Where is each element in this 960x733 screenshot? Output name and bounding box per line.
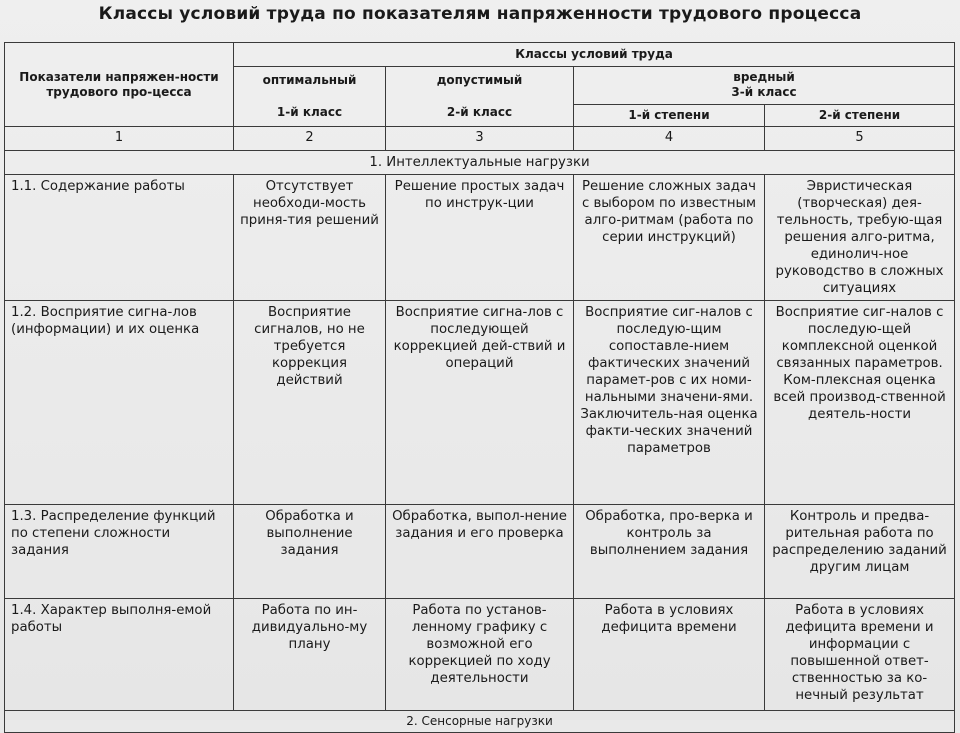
column-number: 1 — [5, 127, 234, 151]
cell-harmful-1: Обработка, про-верка и контроль за выполнением задания — [574, 504, 765, 598]
cell-harmful-2: Эвристическая (творческая) дея-тельность, требую-щая решения алго-ритма, единолич-ное руководство в сложных ситуациях — [765, 174, 955, 300]
column-numbers-row — [5, 127, 955, 151]
indicator-name: 1.1. Содержание работы — [5, 174, 234, 300]
column-number: 3 — [386, 127, 574, 151]
table-row — [5, 598, 955, 710]
table-row — [5, 300, 955, 504]
cell-harmful-1: Решение сложных задач с выбором по известным алго-ритмам (работа по серии инструкций) — [574, 174, 765, 300]
header-harmful — [574, 67, 955, 105]
cell-optimal: Восприятие сигналов, но не требуется коррекция действий — [234, 300, 386, 504]
section-title: 1. Интеллектуальные нагрузки — [5, 150, 955, 174]
header-harmful-label: вредный — [733, 70, 795, 84]
table-row — [5, 504, 955, 598]
page-title: Классы условий труда по показателям напряженности трудового процесса — [98, 4, 862, 24]
cell-harmful-2: Работа в условиях дефицита времени и информации с повышенной ответ-ственностью за ко-нечный результат — [765, 598, 955, 710]
header-classes: Классы условий труда — [234, 43, 955, 67]
header-class2: 2-й класс — [446, 104, 513, 119]
cell-harmful-1: Восприятие сиг-налов с последую-щим сопоставле-нием фактических значений парамет-ров с их номи-нальными значени-ями. Заключитель-ная оценка факти-ческих значений параметров — [574, 300, 765, 504]
labor-classes-table — [4, 42, 955, 733]
cell-acceptable: Решение простых задач по инструк-ции — [386, 174, 574, 300]
section-row — [5, 710, 955, 732]
table-row — [5, 174, 955, 300]
header-optimal-label: оптимальный — [262, 73, 357, 88]
cell-acceptable: Работа по установ-ленному графику с возможной его коррекцией по ходу деятельности — [386, 598, 574, 710]
indicator-name: 1.4. Характер выполня-емой работы — [5, 598, 234, 710]
section-title: 2. Сенсорные нагрузки — [5, 710, 955, 732]
header-acceptable — [386, 67, 574, 127]
cell-optimal: Работа по ин-дивидуально-му плану — [234, 598, 386, 710]
cell-harmful-1: Работа в условиях дефицита времени — [574, 598, 765, 710]
header-acceptable-label: допустимый — [436, 73, 523, 88]
cell-harmful-2: Восприятие сиг-налов с последую-щей комплексной оценкой связанных параметров. Ком-плексная оценка всей производ-ственной деятель-ности — [765, 300, 955, 504]
column-number: 5 — [765, 127, 955, 151]
column-number: 2 — [234, 127, 386, 151]
header-class1: 1-й класс — [276, 104, 343, 119]
cell-optimal: Отсутствует необходи-мость приня-тия решений — [234, 174, 386, 300]
cell-acceptable: Обработка, выпол-нение задания и его проверка — [386, 504, 574, 598]
header-class3: 3-й класс — [731, 85, 797, 100]
header-degree1: 1-й степени — [574, 104, 765, 126]
header-indicators: Показатели напряжен-ности трудового про-цесса — [5, 43, 234, 127]
header-degree2: 2-й степени — [765, 104, 955, 126]
indicator-name: 1.3. Распределение функций по степени сложности задания — [5, 504, 234, 598]
header-optimal — [234, 67, 386, 127]
column-number: 4 — [574, 127, 765, 151]
cell-optimal: Обработка и выполнение задания — [234, 504, 386, 598]
cell-harmful-2: Контроль и предва-рительная работа по распределению заданий другим лицам — [765, 504, 955, 598]
cell-acceptable: Восприятие сигна-лов с последующей коррекцией дей-ствий и операций — [386, 300, 574, 504]
section-row — [5, 150, 955, 174]
indicator-name: 1.2. Восприятие сигна-лов (информации) и их оценка — [5, 300, 234, 504]
